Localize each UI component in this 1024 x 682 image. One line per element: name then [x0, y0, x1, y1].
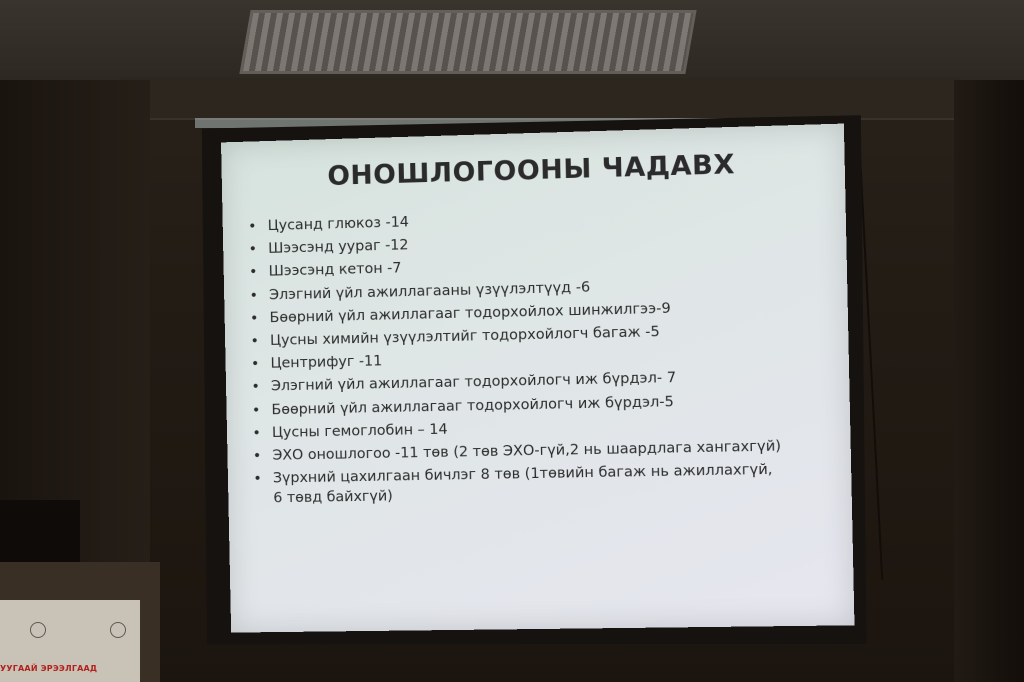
bullet-item: • Цусны химийн үзүүлэлтийг тодорхойлогч багаж -5 [248, 318, 828, 351]
bullet-item-continuation: 6 төвд байхгүй) [273, 488, 393, 507]
bullet-item: • Цусанд глюкоз -14 [246, 201, 826, 237]
right-wall [954, 80, 1024, 682]
poster-text: УУГААЙ ЭРЭЭЛГААД [0, 664, 98, 673]
bullet-item: • Шээсэнд кетон -7 [247, 248, 827, 283]
slide-title: ОНОШЛОГООНЫ ЧАДАВХ [327, 149, 736, 192]
bullet-item: • Бөөрний үйл ажиллагааг тодорхойлогч иж бүрдэл-5 [250, 388, 830, 420]
bullet-item: • Элэгний үйл ажиллагааг тодорхойлогч иж бүрдэл- 7 [249, 365, 829, 397]
poster-logo-icon [30, 622, 46, 638]
bullet-item: • Центрифуг -11 [249, 342, 829, 375]
bullet-item: • ЭХО оношлогоо -11 төв (2 төв ЭХО-гүй,2 нь шаардлага хангахгүй) [251, 435, 831, 466]
screen-housing [120, 78, 960, 120]
dark-object [0, 500, 80, 570]
bullet-item-line: • Зүрхний цахилгаан бичлэг 8 төв (1төвийн багаж нь ажиллахгүй, [272, 461, 773, 487]
poster-seal-icon [110, 622, 126, 638]
bullet-item: • Элэгний үйл ажиллагааны үзүүлэлтүүд -6 [247, 271, 827, 305]
bullet-item: • Цусны гемоглобин – 14 [250, 412, 830, 443]
projection-screen [221, 124, 854, 633]
bullet-item: • Шээсэнд уураг -12 [246, 224, 826, 259]
bullet-item: • Бөөрний үйл ажиллагааг тодорхойлох шинжилгээ-9 [248, 295, 828, 329]
ceiling [0, 0, 1024, 80]
bullet-item [251, 459, 831, 509]
ceiling-vent [239, 10, 696, 74]
bullet-list [246, 201, 831, 509]
